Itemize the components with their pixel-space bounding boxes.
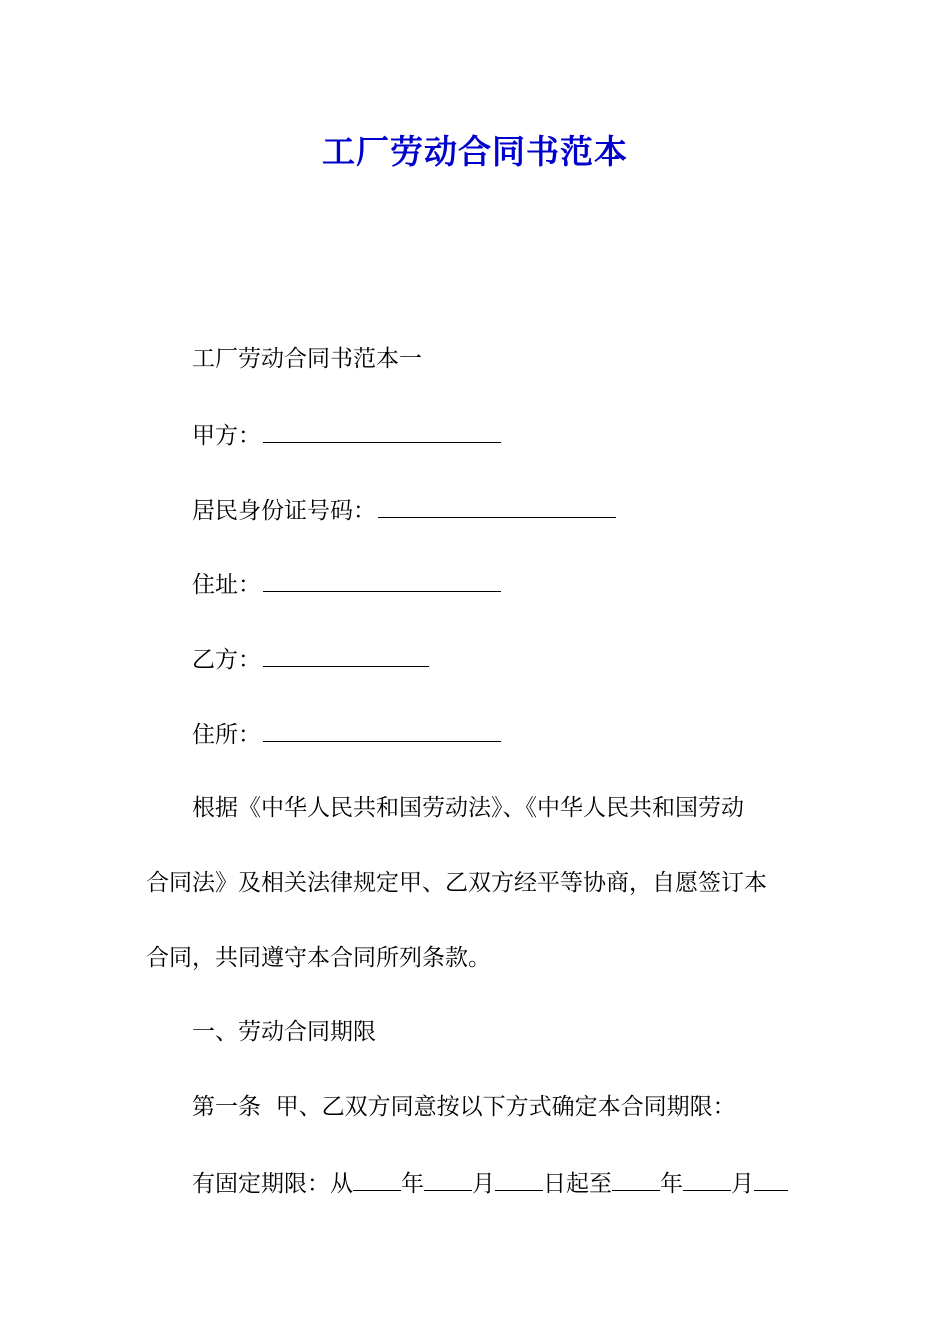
residence-row (192, 717, 501, 751)
id-number-label: 居民身份证号码： (192, 498, 376, 524)
end-month-blank (683, 1166, 731, 1191)
id-number-blank (378, 493, 616, 518)
start-year-blank (353, 1166, 401, 1191)
month2-label: 月 (731, 1171, 754, 1197)
document-title: 工厂劳动合同书范本 (322, 132, 628, 171)
day-until-label: 日起至 (543, 1171, 612, 1197)
end-day-blank (754, 1166, 788, 1191)
start-day-blank (495, 1166, 543, 1191)
party-a-row (192, 418, 501, 452)
party-b-label: 乙方： (192, 647, 261, 673)
id-number-row (192, 493, 616, 527)
contract-subtitle: 工厂劳动合同书范本一 (192, 346, 422, 372)
party-b-row (192, 642, 429, 676)
address-blank (263, 567, 501, 592)
fixed-term-prefix: 有固定期限：从 (192, 1171, 353, 1197)
start-month-blank (424, 1166, 472, 1191)
party-a-label: 甲方： (192, 423, 261, 449)
address-label: 住址： (192, 572, 261, 598)
end-year-blank (612, 1166, 660, 1191)
fixed-term-row (192, 1166, 788, 1200)
residence-blank (263, 717, 501, 742)
preamble-line-1: 根据《中华人民共和国劳动法》、《中华人民共和国劳动 (192, 795, 744, 821)
residence-label: 住所： (192, 722, 261, 748)
month-label: 月 (472, 1171, 495, 1197)
article-1-text: 第一条 甲、乙双方同意按以下方式确定本合同期限： (192, 1094, 736, 1120)
party-b-blank (263, 642, 429, 667)
preamble-line-2: 合同法》及相关法律规定甲、乙双方经平等协商，自愿签订本 (146, 870, 767, 896)
party-a-blank (263, 418, 501, 443)
section-1-heading: 一、劳动合同期限 (192, 1019, 376, 1045)
preamble-line-3: 合同，共同遵守本合同所列条款。 (146, 945, 491, 971)
year2-label: 年 (660, 1171, 683, 1197)
address-row (192, 567, 501, 601)
year-label: 年 (401, 1171, 424, 1197)
